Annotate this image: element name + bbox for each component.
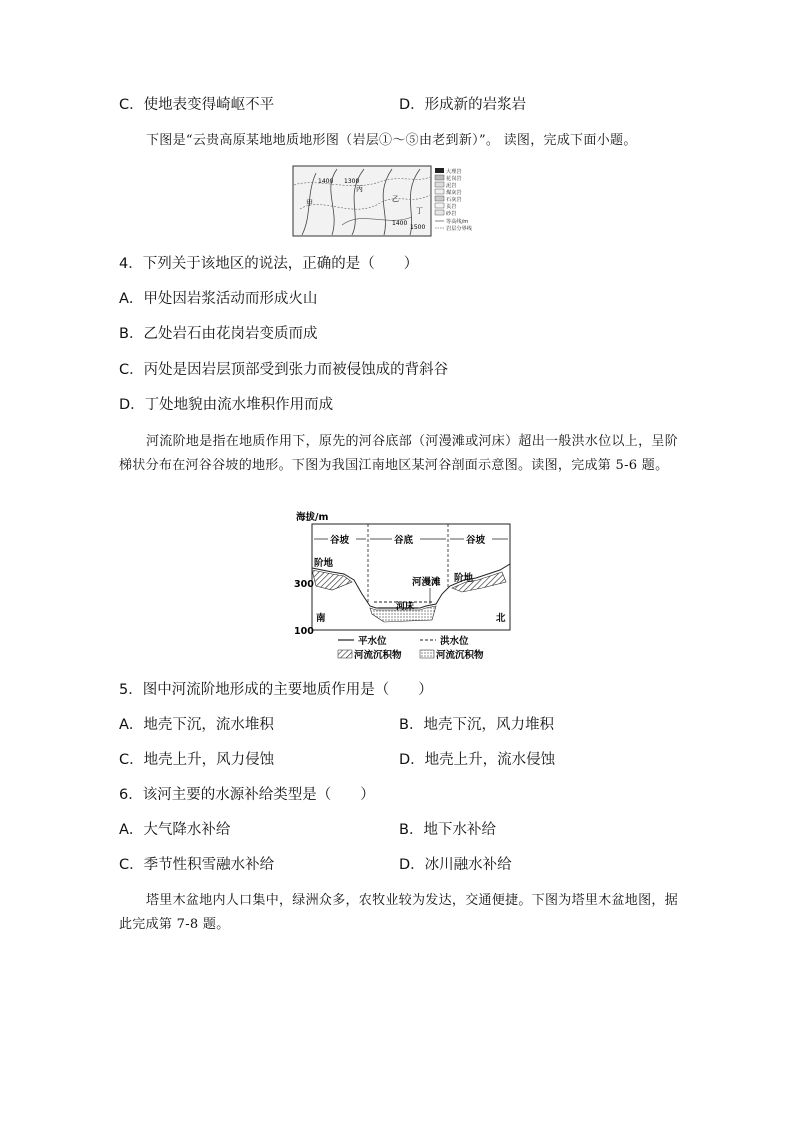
- floodplain-label: 河漫滩: [412, 577, 441, 588]
- map-label-1400a: 1400: [318, 178, 334, 185]
- terrace-right-label: 阶地: [454, 573, 474, 584]
- map-legend-8: 岩层分界线: [446, 226, 472, 232]
- q4-stem: 4．下列关于该地区的说法，正确的是（ ）: [119, 256, 419, 272]
- map-label-1500: 1500: [410, 224, 426, 231]
- map-legend-0: 大理岩: [446, 169, 462, 175]
- q4-option-a: A．甲处因岩浆活动而形成火山: [119, 291, 318, 307]
- north-label: 北: [496, 613, 506, 624]
- map-label-ding: 丁: [416, 207, 423, 215]
- q6-stem: 6．该河主要的水源补给类型是（ ）: [119, 787, 375, 803]
- intro-geology-map: 下图是“云贵高原某地地质地形图（岩层①～⑤由老到新）”。 读图，完成下面小题。: [146, 133, 637, 148]
- zone-right-label: 谷坡: [466, 535, 486, 546]
- q5-option-d: D．地壳上升，流水侵蚀: [399, 752, 556, 768]
- map-legend-3: 煤灰岩: [446, 190, 462, 196]
- south-label: 南: [316, 613, 326, 624]
- legend-flood-water: 洪水位: [440, 636, 469, 647]
- map-legend-2: 泥岩: [446, 183, 457, 189]
- legend-sediment-2: 河流沉积物: [436, 650, 484, 661]
- geology-map-figure: [292, 165, 492, 241]
- map-label-yi: 乙: [392, 195, 399, 203]
- q4-option-d: D．丁处地貌由流水堆积作用而成: [119, 397, 334, 413]
- map-legend-6: 砂岩: [446, 211, 457, 217]
- map-label-bing: 丙: [356, 185, 363, 193]
- intro-tarim-basin: 塔里木盆地内人口集中，绿洲众多，农牧业较为发达，交通便捷。下图为塔里木盆地图，据此完成第 7-8 题。: [119, 893, 679, 932]
- y-tick-100: 100: [294, 626, 314, 637]
- legend-normal-water: 平水位: [358, 636, 387, 647]
- intro-river-terrace: 河流阶地是指在地质作用下，原先的河谷底部（河漫滩或河床）超出一般洪水位以上，呈阶梯状分布在河谷谷坡的地形。下图为我国江南地区某河谷剖面示意图。读图，完成第 5-6 题。: [119, 434, 679, 473]
- q5-option-a: A．地壳下沉，流水堆积: [119, 717, 274, 733]
- map-label-jia: 甲: [306, 199, 313, 207]
- q5-option-b: B．地壳下沉，风力堆积: [399, 717, 554, 733]
- zone-mid-label: 谷底: [394, 535, 414, 546]
- zone-left-label: 谷坡: [330, 535, 350, 546]
- valley-section-figure: [292, 508, 517, 672]
- map-legend-4: 石灰岩: [446, 197, 462, 203]
- section-y-label: 海拔/m: [296, 512, 329, 523]
- q4-option-b: B．乙处岩石由花岗岩变质而成: [119, 326, 318, 342]
- map-legend-1: 花岗岩: [446, 176, 462, 182]
- legend-sediment-1: 河流沉积物: [354, 650, 402, 661]
- q4-option-c: C．丙处是因岩层顶部受到张力而被侵蚀成的背斜谷: [119, 362, 449, 378]
- q6-option-c: C．季节性积雪融水补给: [119, 857, 275, 873]
- q6-option-a: A．大气降水补给: [119, 822, 231, 838]
- map-legend-5: 页岩: [446, 204, 457, 210]
- map-label-1300: 1300: [344, 178, 360, 185]
- y-tick-300: 300: [294, 579, 314, 590]
- map-legend-7: 等高线/m: [446, 219, 469, 225]
- q3-option-c: C．使地表变得崎岖不平: [119, 97, 275, 113]
- terrace-left-label: 阶地: [314, 558, 334, 569]
- q6-option-d: D．冰川融水补给: [399, 857, 512, 873]
- q5-option-c: C．地壳上升，风力侵蚀: [119, 752, 275, 768]
- q5-stem: 5．图中河流阶地形成的主要地质作用是（ ）: [119, 682, 433, 698]
- riverbed-label: 河床: [396, 602, 415, 612]
- q3-option-d: D．形成新的岩浆岩: [399, 97, 527, 113]
- map-label-1400b: 1400: [392, 220, 408, 227]
- q6-option-b: B．地下水补给: [399, 822, 496, 838]
